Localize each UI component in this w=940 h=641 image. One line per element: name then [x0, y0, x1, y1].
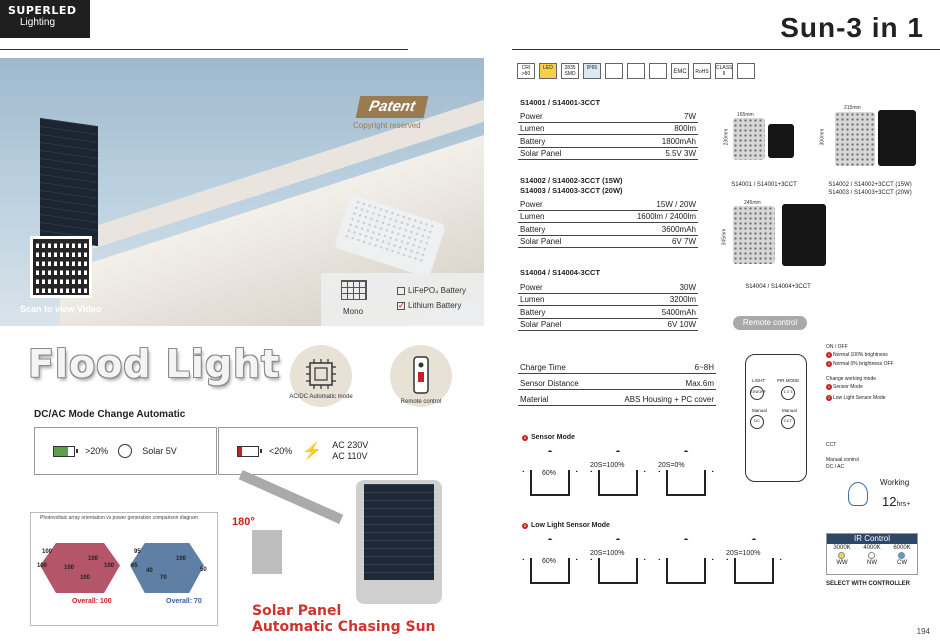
spec-value: 30W — [679, 282, 696, 292]
spec-row — [518, 294, 698, 307]
ac-mode-box — [218, 427, 418, 475]
spec-key: Lumen — [520, 124, 545, 133]
spec-value: 3200lm — [669, 295, 696, 304]
battery-threshold-high: >20% — [85, 446, 109, 456]
product-s14002-back — [878, 110, 916, 166]
note-text: Normal 0% brightness OFF — [833, 361, 894, 367]
spec-key: Lumen — [520, 295, 545, 304]
note-dcac: DC / AC — [826, 464, 845, 470]
brand-sub: Lighting — [20, 17, 56, 28]
diagram-value: 70 — [160, 575, 167, 581]
product-s14004-back — [782, 204, 826, 266]
qr-label: Scan to view Video — [20, 304, 102, 314]
spec-table-3 — [518, 281, 698, 331]
remote-onoff-button[interactable]: ON/OFF — [750, 386, 764, 400]
note-sensor — [826, 384, 863, 391]
ir-code: CW — [896, 560, 907, 566]
acdc-label: AC/DC Automatic mode — [289, 394, 353, 400]
recycle-icon — [737, 63, 755, 79]
spec-row — [518, 148, 698, 161]
mono-panel-icon — [341, 280, 367, 300]
spec-key: Lumen — [520, 212, 545, 221]
mode-house — [726, 538, 782, 586]
plug-icon: ⚡ — [302, 443, 323, 460]
spec-value: 7W — [684, 111, 696, 121]
checkbox-icon — [397, 287, 405, 295]
dim-label: 230mm — [723, 128, 730, 146]
battery-option-lifepo4 — [397, 286, 466, 295]
spec-row — [518, 281, 698, 294]
product-caption: S14003 / S14003+3CCT (20W) — [828, 190, 912, 196]
note-text: Sensor Mode — [833, 384, 863, 390]
product-caption: S14002 / S14002+3CCT (15W) — [828, 182, 912, 188]
battery-threshold-low: <20% — [269, 446, 293, 456]
spec-value: 5400mAh — [661, 307, 696, 317]
product-s14002-front — [835, 112, 875, 166]
diagram-caption: Photovoltaic array orientation vs power generation comparison diagram — [40, 515, 198, 521]
mode-house — [522, 538, 578, 586]
ac-voltages — [332, 440, 368, 462]
remote-label-light: LIGHT — [752, 378, 766, 383]
battery-full-icon — [53, 446, 75, 457]
remote-pir-button[interactable]: 1 2 3 — [781, 386, 795, 400]
bulb-icon — [848, 482, 868, 506]
spec-key: Power — [520, 282, 543, 292]
ip65-icon: IP65 — [583, 63, 601, 79]
brand-name: SUPERLED — [8, 4, 77, 17]
spec-value: 1800mAh — [661, 136, 696, 146]
num-icon: 1 — [827, 384, 831, 389]
note-normal-0 — [826, 361, 894, 368]
ir-select-label: SELECT WITH CONTROLLER — [826, 581, 910, 587]
spec-value: ABS Housing + PC cover — [624, 395, 714, 404]
dcac-title: DC/AC Mode Change Automatic — [34, 409, 186, 420]
sensor-mode-label: Sensor Mode — [531, 434, 575, 441]
product-s14004-front — [733, 206, 775, 264]
num-icon: 1 — [523, 434, 527, 440]
remote-control-icon — [390, 345, 452, 407]
checkbox-checked-icon: ✓ — [398, 300, 405, 310]
num-icon: 2 — [827, 395, 831, 400]
mode-house — [658, 450, 714, 498]
mode-house — [590, 450, 646, 498]
smd-icon: 2835 SMD — [561, 63, 579, 79]
brand-logo — [0, 0, 90, 38]
ac-110: AC 110V — [332, 451, 368, 461]
note-cct: CCT — [826, 442, 837, 448]
battery-option-label: Lithium Battery — [408, 301, 462, 310]
num-icon: 2 — [523, 522, 527, 528]
header-rule-left — [0, 49, 408, 50]
note-mode: Change working mode — [826, 376, 877, 382]
remote-label-manual: Manual — [752, 408, 767, 413]
ir-kelvin: 4000K — [863, 545, 881, 551]
solar-icon — [627, 63, 645, 79]
diagram-value: 50 — [200, 567, 207, 573]
mode-house — [590, 538, 646, 586]
patent-subtitle: Copyright reserved — [353, 121, 421, 130]
note-text: Low Light Sensor Mode — [833, 395, 886, 401]
diagram-value: 95 — [134, 549, 141, 555]
mode-value: 60% — [542, 470, 557, 477]
spec-value: 6~8H — [694, 363, 714, 372]
battery-low-icon — [237, 446, 259, 457]
solar-panel-image — [40, 118, 98, 246]
remote-control-pill: Remote control — [733, 316, 807, 330]
sun-icon — [118, 444, 132, 458]
chase-line1: Solar Panel — [252, 603, 342, 619]
spec-row — [518, 358, 716, 374]
diagram-value: 100 — [88, 556, 99, 562]
spec-value: 6V 7W — [671, 237, 696, 246]
dim-label: 345mm — [721, 228, 728, 246]
spec-row — [518, 390, 716, 406]
dim-label: 300mm — [819, 128, 826, 146]
spec-row — [518, 123, 698, 136]
spec-key: Solar Panel — [520, 149, 562, 158]
spec-value: 800lm — [674, 124, 696, 133]
cri-icon: CRI >80 — [517, 63, 535, 79]
spec-row — [518, 211, 698, 224]
diagram-value: 40 — [146, 568, 153, 574]
diagram-value: 100 — [64, 565, 75, 571]
remote-dc-button[interactable]: DC — [750, 415, 764, 429]
remote-label-pir: PIR MODE — [777, 378, 800, 383]
dim-label: 165mm — [737, 112, 754, 118]
ir-color-dot — [838, 552, 845, 559]
spec-key: Power — [520, 111, 543, 121]
spec-row — [518, 198, 698, 211]
battery-option-label: LiFePO₄ Battery — [408, 286, 466, 295]
thermometer-icon — [649, 63, 667, 79]
ir-color-dot — [868, 552, 875, 559]
spec-key: Solar Panel — [520, 320, 562, 329]
header-rule-right — [512, 49, 940, 50]
led-icon: LED — [539, 63, 557, 79]
chase-caption — [252, 603, 436, 635]
dim-label: 245mm — [744, 200, 761, 206]
working-hours — [882, 494, 910, 509]
product-caption: S14004 / S14004+3CCT — [745, 284, 811, 290]
mode-value: 60% — [542, 558, 557, 565]
note-normal-100 — [826, 352, 888, 359]
remote-label: Remote control — [400, 399, 442, 405]
spec-table-2 — [518, 198, 698, 248]
spec-key: Charge Time — [520, 363, 566, 372]
ir-kelvin: 6000K — [893, 545, 911, 551]
ir-columns — [827, 544, 917, 566]
spec-value: 15W / 20W — [656, 199, 696, 209]
spec-value: 3600mAh — [661, 224, 696, 234]
qr-code[interactable] — [30, 236, 92, 298]
note-onoff: ON / OFF — [826, 344, 848, 350]
diagram-value: 100 — [176, 556, 187, 562]
num-icon: 1 — [827, 352, 831, 357]
model-heading: S14002 / S14002-3CCT (15W) — [520, 176, 623, 185]
class-ii-icon: CLASS II — [716, 65, 733, 77]
spec-key: Sensor Distance — [520, 379, 579, 388]
charge-table — [518, 358, 716, 406]
house-blue-image — [130, 543, 204, 593]
page-title: Sun-3 in 1 — [780, 12, 924, 43]
note-low-light — [826, 395, 886, 402]
ir-col-nw — [863, 545, 880, 566]
mode-house — [522, 450, 578, 498]
note-manual: Manual control — [826, 457, 859, 463]
mode-value: 20S=0% — [658, 462, 685, 469]
mode-value: 20S=100% — [726, 550, 761, 557]
ac-230: AC 230V — [332, 440, 369, 450]
product-s14001-front — [733, 118, 765, 160]
product-caption: S14001 / S14001+3CCT — [731, 182, 797, 188]
spec-row — [518, 319, 698, 332]
spec-value: 1600lm / 2400lm — [636, 212, 696, 221]
mode-house — [658, 538, 714, 586]
sensor-icon — [605, 63, 623, 79]
ir-col-cw — [893, 545, 910, 566]
chasing-panel-cells — [364, 484, 434, 580]
mono-label: Mono — [343, 307, 364, 316]
diagram-value: 100 — [37, 563, 48, 569]
ir-col-ww — [833, 545, 850, 566]
certification-icons — [517, 63, 755, 79]
spec-row — [518, 135, 698, 148]
spec-row — [518, 374, 716, 390]
model-heading: S14003 / S14003-3CCT (20W) — [520, 186, 623, 195]
diagram-value: 100 — [42, 549, 53, 555]
spec-key: Battery — [520, 136, 546, 146]
mode-value: 20S=100% — [590, 462, 625, 469]
working-label: Working — [880, 478, 910, 487]
spec-row — [518, 306, 698, 319]
mode-value: 20S=100% — [590, 550, 625, 557]
solar-voltage: Solar 5V — [142, 446, 177, 456]
diagram-value: 65 — [131, 563, 138, 569]
remote-cct-button[interactable]: CCT — [781, 415, 795, 429]
spec-value: Max.6m — [685, 379, 714, 388]
dc-mode-box — [34, 427, 217, 475]
spec-row — [518, 223, 698, 236]
patent-badge: Patent — [356, 96, 429, 118]
spec-key: Material — [520, 395, 549, 404]
chase-line2: Automatic Chasing Sun — [252, 619, 436, 635]
ir-code: WW — [836, 560, 848, 566]
spec-key: Solar Panel — [520, 237, 562, 246]
hours-suffix: hrs+ — [896, 501, 911, 508]
qr-pattern — [33, 239, 89, 295]
low-light-mode-title — [522, 522, 610, 529]
battery-option-lithium — [397, 301, 461, 310]
hours-value: 12 — [882, 494, 897, 509]
page-number: 194 — [916, 627, 930, 636]
ir-code: NW — [866, 560, 877, 566]
ir-title: IR Control — [827, 534, 917, 544]
rohs-icon: RoHS — [693, 63, 711, 79]
spec-row — [518, 236, 698, 249]
pole-image — [252, 530, 282, 574]
diagram-value: 100 — [104, 563, 115, 569]
spec-value: 5.5V 3W — [665, 149, 696, 158]
spec-value: 6V 10W — [667, 320, 696, 329]
sensor-mode-title — [522, 434, 575, 441]
diagram-value: 100 — [80, 575, 91, 581]
spec-key: Battery — [520, 307, 546, 317]
spec-row — [518, 110, 698, 123]
flood-light-title: Flood Light — [28, 342, 281, 386]
ir-control-box — [826, 533, 918, 575]
remote-label-manual: Manual — [782, 408, 797, 413]
dim-label: 215mm — [844, 105, 861, 111]
overall-blue: Overall: 70 — [166, 598, 202, 605]
spec-key: Battery — [520, 224, 546, 234]
ir-kelvin: 3000K — [833, 545, 851, 551]
rotation-angle: 180° — [232, 516, 255, 528]
num-icon: 2 — [827, 361, 831, 366]
emc-icon: EMC — [671, 63, 689, 79]
spec-key: Power — [520, 199, 543, 209]
model-heading: S14001 / S14001-3CCT — [520, 98, 601, 107]
model-heading: S14004 / S14004-3CCT — [520, 268, 601, 277]
overall-red: Overall: 100 — [72, 598, 112, 605]
note-text: Normal 100% brightness — [833, 352, 888, 358]
product-s14001-back — [768, 124, 794, 158]
ir-color-dot — [898, 552, 905, 559]
spec-table-1 — [518, 110, 698, 160]
sensor-mode-label: Low Light Sensor Mode — [531, 522, 610, 529]
